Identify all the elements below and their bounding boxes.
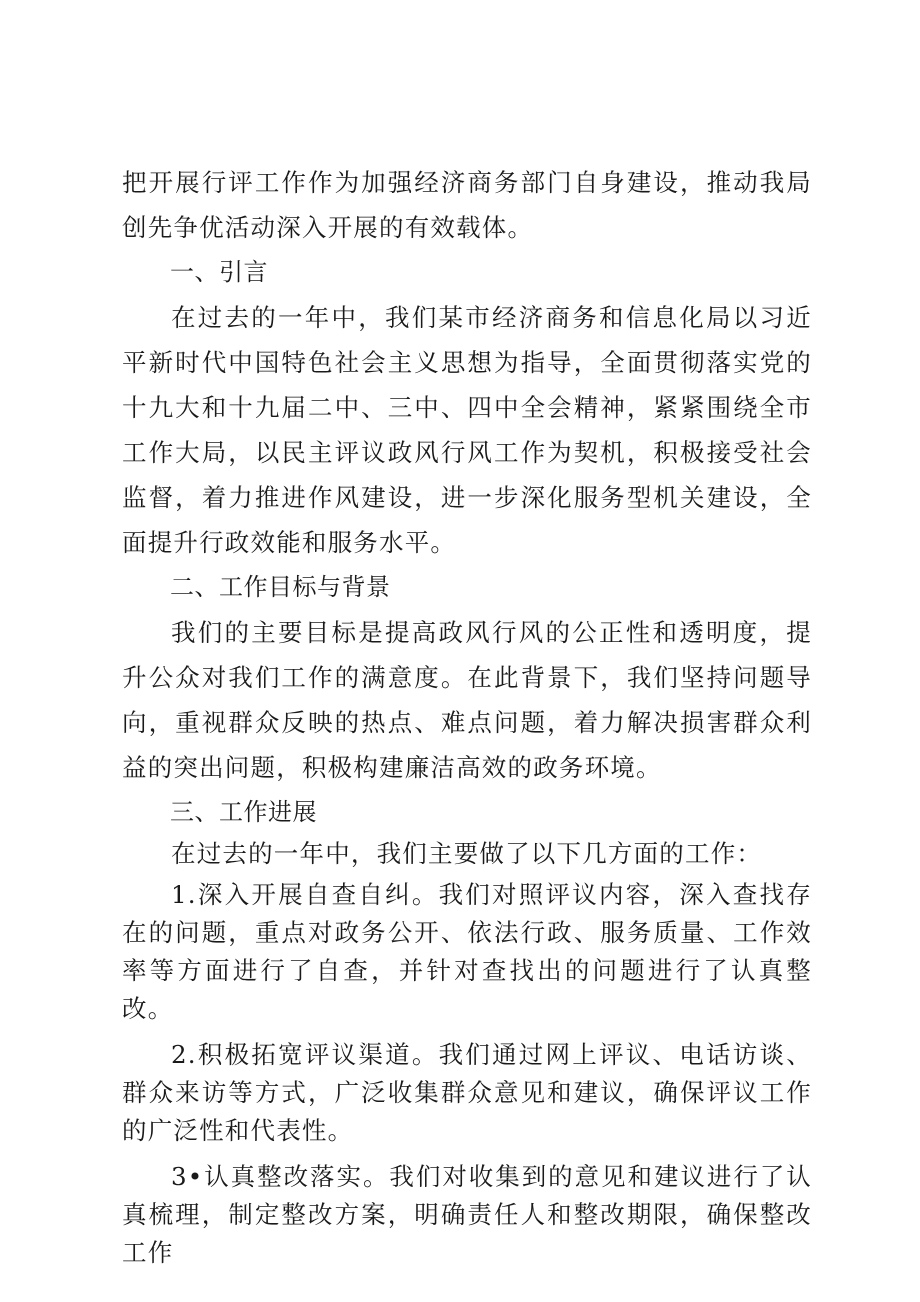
paragraph-introduction: 在过去的一年中，我们某市经济商务和信息化局以习近平新时代中国特色社会主义思想为指导，全面贯彻落实党的十九大和十九届二中、三中、四中全会精神，紧紧围绕全市工作大局，以民主评议政风行风工作为契机，积极接受社会监督，着力推进作风建设，进一步深化服务型机关建设，全面提升行政效能和服务水平。 [122, 303, 812, 557]
paragraph-progress-item-1: 1.深入开展自查自纠。我们对照评议内容，深入查找存在的问题，重点对政务公开、依法行政、服务质量、工作效率等方面进行了自查，并针对查找出的问题进行了认真整改。 [122, 880, 812, 1023]
section-heading-goals-background: 二、工作目标与背景 [170, 573, 391, 601]
paragraph-progress-item-3: 3•认真整改落实。我们对收集到的意见和建议进行了认真梳理，制定整改方案，明确责任人和整改期限，确保整改工作 [122, 1162, 812, 1267]
paragraph-intro-continuation: 把开展行评工作作为加强经济商务部门自身建设，推动我局创先争优活动深入开展的有效载体。 [122, 168, 812, 242]
section-heading-progress: 三、工作进展 [170, 798, 317, 826]
section-heading-introduction: 一、引言 [170, 258, 268, 286]
document-body [122, 160, 812, 1272]
paragraph-goals-background: 我们的主要目标是提高政风行风的公正性和透明度，提升公众对我们工作的满意度。在此背景下，我们坚持问题导向，重视群众反映的热点、难点问题，着力解决损害群众利益的突出问题，积极构建廉洁高效的政务环境。 [122, 618, 812, 782]
paragraph-progress-item-2: 2.积极拓宽评议渠道。我们通过网上评议、电话访谈、群众来访等方式，广泛收集群众意见和建议，确保评议工作的广泛性和代表性。 [122, 1040, 812, 1145]
paragraph-progress-intro: 在过去的一年中，我们主要做了以下几方面的工作： [171, 839, 763, 868]
